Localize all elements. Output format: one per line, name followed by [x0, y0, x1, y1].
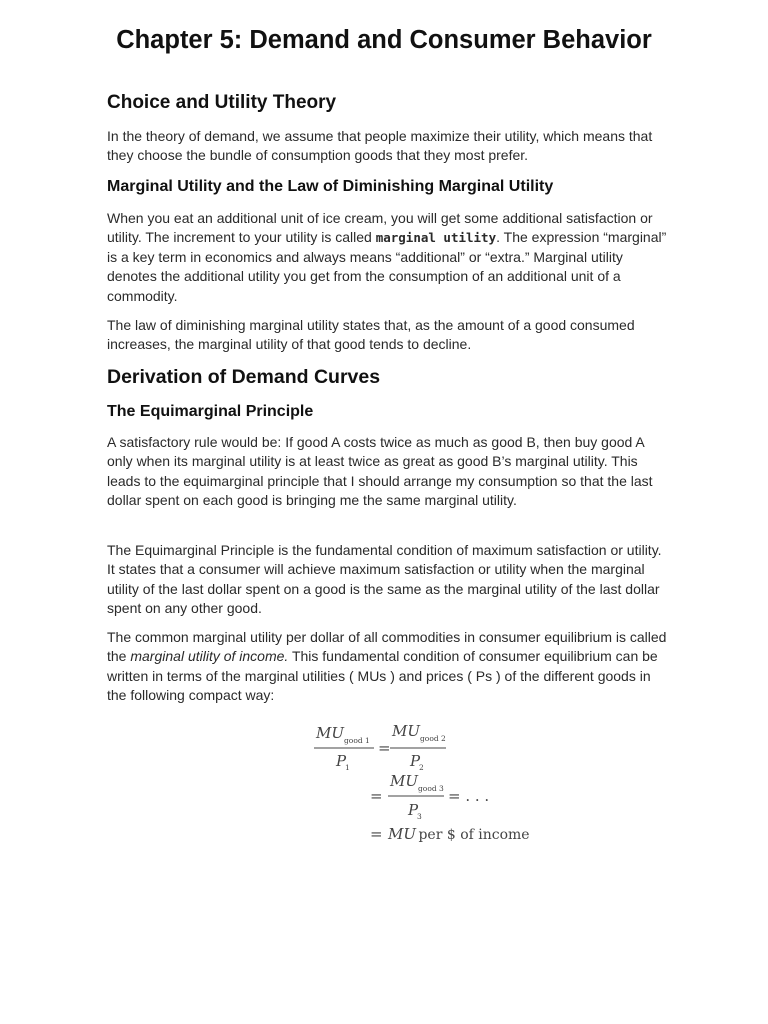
- text-run: This fundamental condition of consumer equilibrium can be written in terms of the marginal utilities ( MUs ) and prices ( Ps ) of the different goods in the following compact way:: [107, 648, 658, 704]
- eq-mu-2: MU: [392, 722, 421, 740]
- italic-term: marginal utility of income.: [130, 648, 289, 665]
- eq-sub-good3: good 3: [418, 784, 444, 793]
- subheading-equimarginal: The Equimarginal Principle: [107, 403, 314, 420]
- paragraph-law-diminishing: The law of diminishing marginal utility states that, as the amount of a good consumed increases, the marginal utility of that good tends to decline.: [107, 317, 635, 353]
- bold-term-marginal-utility: marginal utility: [375, 230, 497, 246]
- eq-sub-good1: good 1: [344, 736, 370, 745]
- eq-equals-3: =: [370, 825, 383, 843]
- eq-mu-3: MU: [390, 772, 419, 790]
- paragraph-marginal-utility-income: [107, 628, 667, 706]
- eq-ellipsis: = . . .: [448, 787, 490, 805]
- eq-per-dollar-income: per $ of income: [414, 827, 530, 843]
- paragraph-equimarginal-principle: The Equimarginal Principle is the fundamental condition of maximum satisfaction or utility. It states that a consumer will achieve maximum satisfaction or utility when the marginal utility of the last dollar spent on a good is the same as the marginal utility of the last dollar spent on any other good.: [107, 542, 662, 617]
- eq-p-sub-3: 3: [417, 812, 422, 821]
- eq-p-sub-1: 1: [345, 763, 350, 772]
- text-run: The common marginal utility per dollar of all commodities in consumer equilibrium is called the: [107, 629, 667, 665]
- equimarginal-equation: [310, 720, 550, 850]
- subheading-marginal-utility: Marginal Utility and the Law of Diminishing Marginal Utility: [107, 178, 554, 195]
- eq-equals-2: =: [370, 787, 383, 805]
- section-heading-choice-utility: Choice and Utility Theory: [107, 92, 337, 113]
- eq-mu-1: MU: [316, 724, 345, 742]
- text-run: When you eat an additional unit of ice cream, you will get some additional satisfaction or utility. The increment to your utility is called: [107, 210, 653, 246]
- eq-mu-income: MU: [388, 825, 417, 843]
- paragraph-marginal-utility: [107, 209, 667, 306]
- eq-p-3: P: [408, 801, 419, 819]
- eq-sub-good2: good 2: [420, 734, 446, 743]
- eq-p-1: P: [336, 752, 347, 770]
- paragraph-theory-of-demand: In the theory of demand, we assume that people maximize their utility, which means that they choose the bundle of consumption goods that they most prefer.: [107, 128, 653, 164]
- eq-p-2: P: [410, 752, 421, 770]
- paragraph-satisfactory-rule: A satisfactory rule would be: If good A costs twice as much as good B, then buy good A only when its marginal utility is at least twice as great as good B’s marginal utility. This leads to the equimarginal principle that I should arrange my consumption so that the last dollar spent on each good is bringing me the same marginal utility.: [107, 434, 653, 509]
- section-heading-derivation: Derivation of Demand Curves: [107, 366, 381, 388]
- eq-equals-1: =: [378, 739, 391, 757]
- eq-p-sub-2: 2: [419, 763, 424, 772]
- chapter-title: Chapter 5: Demand and Consumer Behavior: [116, 26, 652, 54]
- text-run: . The expression “marginal” is a key term in economics and always means “additional” or “extra.” Marginal utility denotes the additional utility you get from the consumption of an additional unit of a commodity.: [107, 229, 667, 304]
